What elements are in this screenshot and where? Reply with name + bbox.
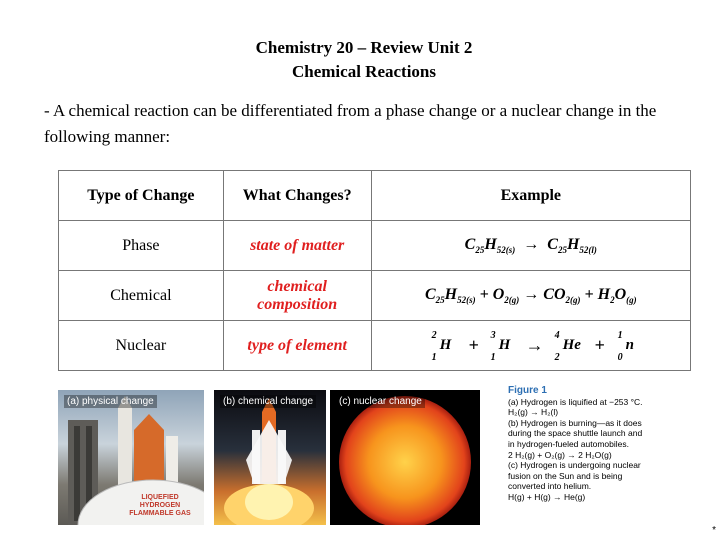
type-chemical: Chemical <box>59 271 224 321</box>
photo-label-chemical: (b) chemical change <box>220 395 316 408</box>
figure-line: (c) Hydrogen is undergoing nuclear <box>508 460 641 471</box>
figure-line: converted into helium. <box>508 481 592 492</box>
header-type: Type of Change <box>59 171 224 221</box>
figure-line: H(g) + H(g) → He(g) <box>508 491 586 502</box>
changes-phase: state of matter <box>223 221 371 271</box>
comparison-table <box>58 170 691 371</box>
footer-mark: * <box>712 525 716 536</box>
header-changes: What Changes? <box>223 171 371 221</box>
arrow-icon: → <box>523 285 540 303</box>
figure-line: (a) Hydrogen is liquified at −253 °C. <box>508 396 643 407</box>
intro-text: - A chemical reaction can be differentiated from a phase change or a nuclear change in the following manner: <box>44 101 657 146</box>
figure-line: (b) Hydrogen is burning—as it does <box>508 417 642 428</box>
photo-label-physical: (a) physical change <box>64 395 157 408</box>
table-row <box>59 271 691 321</box>
header-example: Example <box>371 171 690 221</box>
figure-line: fusion on the Sun and is being <box>508 470 623 481</box>
changes-chemical: chemical composition <box>223 271 371 321</box>
figure-line: H₂(g) → H₂(l) <box>508 407 559 418</box>
changes-nuclear: type of element <box>223 321 371 371</box>
equation-phase: $C_{25}H_{52(s)} \to C_{25}H_{52(l)}$ <box>371 221 690 271</box>
table-row <box>59 221 691 271</box>
photo-label-nuclear: (c) nuclear change <box>336 395 425 408</box>
table-row <box>59 321 691 371</box>
figure-line: during the space shuttle launch and <box>508 428 643 439</box>
arrow-icon: → <box>523 235 540 253</box>
photo-nuclear-change <box>330 390 480 525</box>
page-subtitle: Chemical Reactions <box>291 62 436 81</box>
hydrogen-sign: LIQUEFIED HYDROGEN FLAMMABLE GAS <box>129 494 191 517</box>
figure-line: in hydrogen-fueled automobiles. <box>508 438 629 449</box>
equation-nuclear: 2 H 1 + 3 H 1 → 4 He 2 + 1 n 0 <box>371 321 690 371</box>
type-phase: Phase <box>59 221 224 271</box>
page-title: Chemistry 20 – Review Unit 2 <box>255 38 473 57</box>
equation-chemical: $C_{25}H_{52(s)} + O_{2(g)} \to CO_{2(g)} + H_2O_{(g)}$ <box>371 271 690 321</box>
table-header-row <box>59 171 691 221</box>
type-nuclear: Nuclear <box>59 321 224 371</box>
arrow-icon: → <box>525 335 544 355</box>
figure-number: Figure 1 <box>508 385 547 396</box>
photo-physical-change <box>58 390 204 525</box>
photo-chemical-change <box>214 390 326 525</box>
figure-line: 2 H₂(g) + O₂(g) → 2 H₂O(g) <box>508 449 612 460</box>
figure-caption <box>508 386 678 503</box>
